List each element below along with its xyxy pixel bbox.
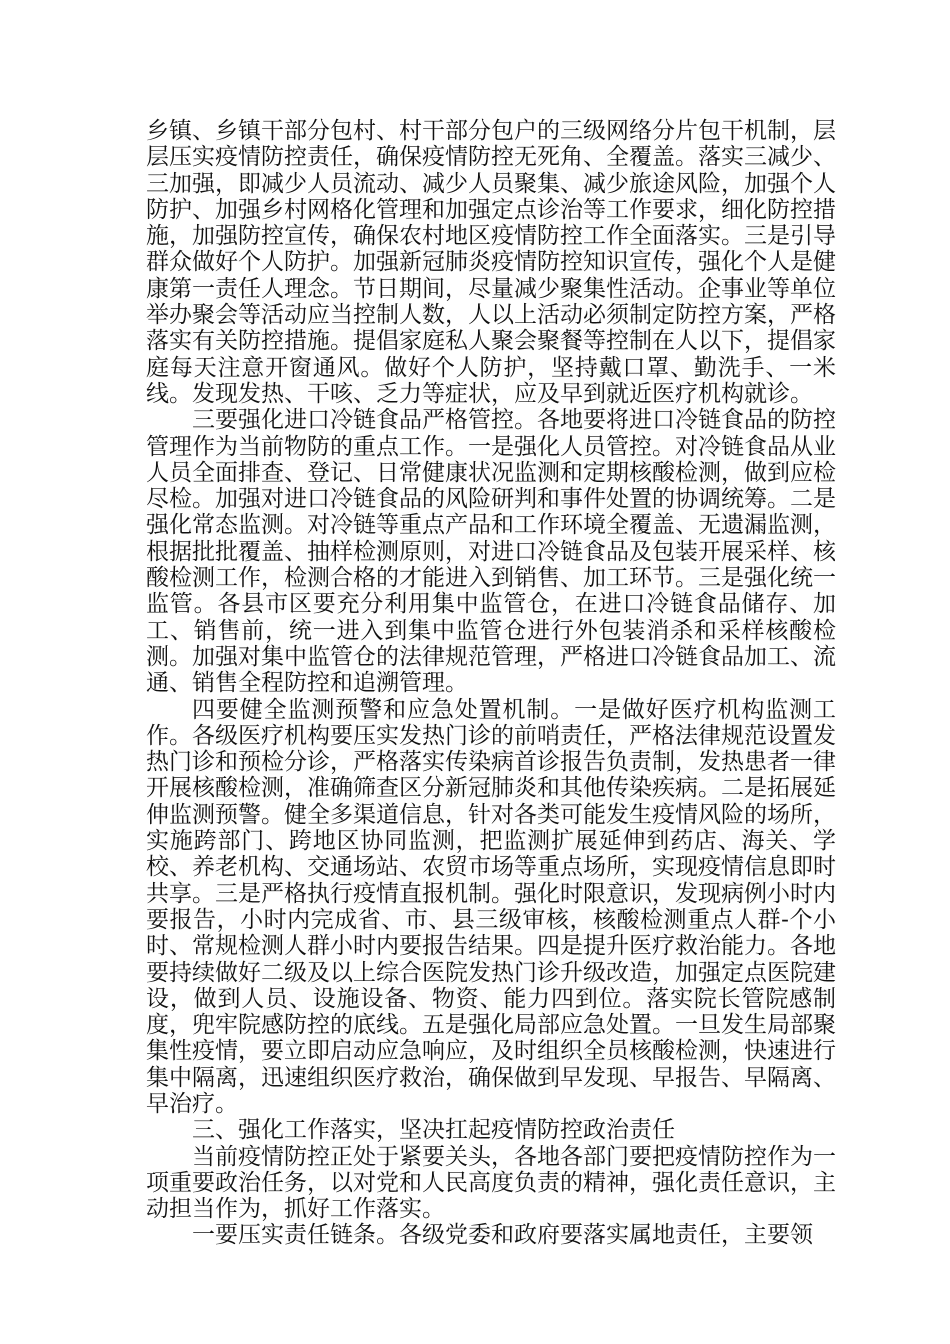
paragraph-monitoring: 四要健全监测预警和应急处置机制。一是做好医疗机构监测工作。各级医疗机构要压实发热门诊的前哨责任，严格法律规范设置发热门诊和预检分诊，严格落实传染病首诊报告负责制，发热患者一律开展核酸检测，准确筛查区分新冠肺炎和其他传染疾病。二是拓展延伸监测预警。健全多渠道信息，针对各类可能发生疫情风险的场所，实施跨部门、跨地区协同监测，把监测扩展延伸到药店、海关、学校、养老机构、交通场站、农贸市场等重点场所，实现疫情信息即时共享。三是严格执行疫情直报机制。强化时限意识，发现病例小时内要报告，小时内完成省、市、县三级审核，核酸检测重点人群-个小时、常规检测人群小时内要报告结果。四是提升医疗救治能力。各地要持续做好二级及以上综合医院发热门诊升级改造，加强定点医院建设，做到人员、设施设备、物资、能力四到位。落实院长管院感制度，兜牢院感防控的底线。五是强化局部应急处置。一旦发生局部聚集性疫情，要立即启动应急响应，及时组织全员核酸检测，快速进行集中隔离，迅速组织医疗救治，确保做到早发现、早报告、早隔离、早治疗。 [146, 696, 836, 1117]
section-heading-three: 三、强化工作落实，坚决扛起疫情防控政治责任 [192, 1117, 675, 1144]
paragraph-continuation: 乡镇、乡镇干部分包村、村干部分包户的三级网络分片包干机制，层层压实疫情防控责任，确保疫情防控无死角、全覆盖。落实三减少、三加强，即减少人员流动、减少人员聚集、减少旅途风险，加强个人防护、加强乡村网格化管理和加强定点诊治等工作要求，细化防控措施，加强防控宣传，确保农村地区疫情防控工作全面落实。三是引导群众做好个人防护。加强新冠肺炎疫情防控知识宣传，强化个人是健康第一责任人理念。节日期间，尽量减少聚集性活动。企事业等单位举办聚会等活动应当控制人数，人以上活动必须制定防控方案，严格落实有关防控措施。提倡家庭私人聚会聚餐等控制在人以下，提倡家庭每天注意开窗通风。做好个人防护，坚持戴口罩、勤洗手、一米线。发现发热、干咳、乏力等症状，应及早到就近医疗机构就诊。 [146, 118, 836, 407]
paragraph-current-situation: 当前疫情防控正处于紧要关头，各地各部门要把疫情防控作为一项重要政治任务，以对党和人民高度负责的精神，强化责任意识，主动担当作为，抓好工作落实。 [146, 1143, 836, 1223]
document-body [146, 118, 836, 1249]
paragraph-cold-chain: 三要强化进口冷链食品严格管控。各地要将进口冷链食品的防控管理作为当前物防的重点工作。一是强化人员管控。对冷链食品从业人员全面排查、登记、日常健康状况监测和定期核酸检测，做到应检尽检。加强对进口冷链食品的风险研判和事件处置的协调统筹。二是强化常态监测。对冷链等重点产品和工作环境全覆盖、无遗漏监测，根据批批覆盖、抽样检测原则，对进口冷链食品及包装开展采样、核酸检测工作，检测合格的才能进入到销售、加工环节。三是强化统一监管。各县市区要充分利用集中监管仓，在进口冷链食品储存、加工、销售前，统一进入到集中监管仓进行外包装消杀和采样核酸检测。加强对集中监管仓的法律规范管理，严格进口冷链食品加工、流通、销售全程防控和追溯管理。 [146, 407, 836, 697]
paragraph-responsibility: 一要压实责任链条。各级党委和政府要落实属地责任，主要领 [192, 1222, 813, 1249]
